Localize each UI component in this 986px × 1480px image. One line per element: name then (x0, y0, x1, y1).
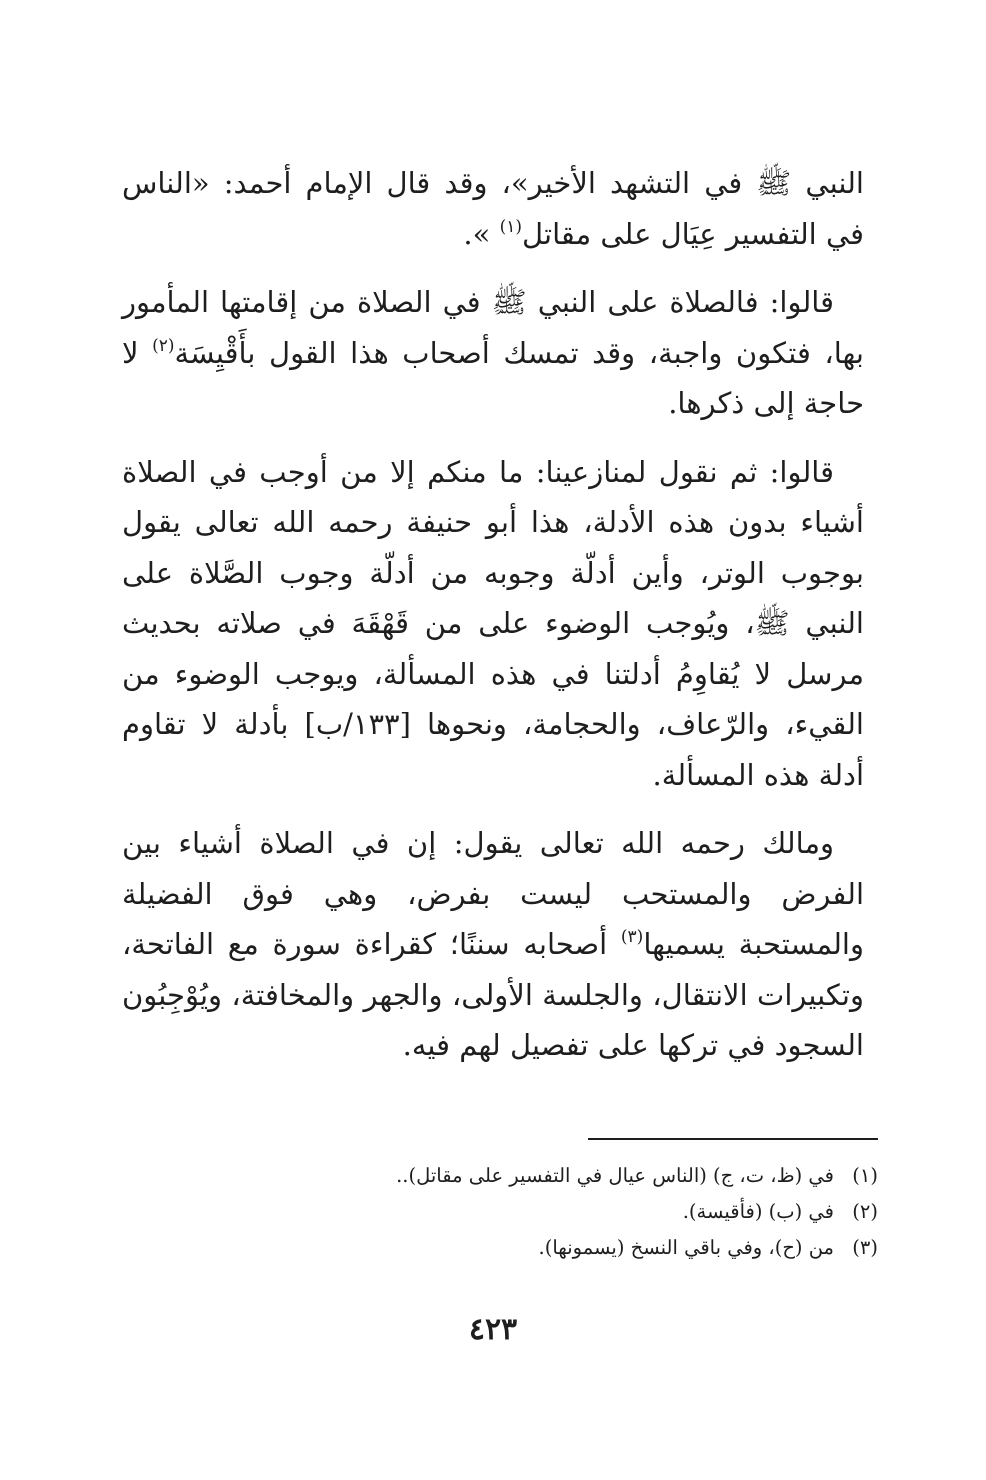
paragraph-text: ومالك رحمه الله تعالى يقول: إن في الصلاة أشياء بين الفرض والمستحب ليست بفرض، وهي فوق الفضيلة والمستحبة يسميها (122, 826, 864, 961)
footnote-number: (١) (852, 1164, 878, 1187)
page-number: ٤٢٣ (468, 1312, 518, 1347)
paragraph-3 (122, 447, 864, 801)
footnote-number: (٢) (852, 1200, 878, 1223)
footnote-3 (150, 1230, 878, 1266)
paragraph-text: لا حاجة إلى ذكرها. (122, 335, 864, 420)
paragraph-text: قالوا: فالصلاة على النبي ﷺ في الصلاة من إقامتها المأمور بها، فتكون واجبة، وقد تمسك أصحاب هذا القول بأَقْيِسَة (122, 285, 864, 370)
paragraph-4 (122, 818, 864, 1071)
paragraph-1 (122, 158, 864, 259)
footnote-reference: (٣) (620, 927, 644, 947)
footnote-reference: (٢) (152, 335, 175, 356)
main-text (122, 158, 864, 1089)
footnote-2 (150, 1194, 878, 1230)
paragraph-text: قالوا: ثم نقول لمنازعينا: ما منكم إلا من أوجب في الصلاة أشياء بدون هذه الأدلة، هذا أبو حنيفة رحمه الله تعالى يقول بوجوب الوتر، وأين أدلّة وجوبه من أدلّة وجوب الصَّلاة على النبي ﷺ، ويُوجب الوضوء على من قَهْقَهَ في صلاته بحديث مرسل لا يُقاوِمُ أدلتنا في هذه المسألة، ويوجب الوضوء من القيء، والرّعاف، والحجامة، ونحوها [١٣٣/ب] بأدلة لا تقاوم أدلة هذه المسألة. (122, 454, 864, 792)
paragraph-2 (122, 277, 864, 429)
paragraph-text: النبي ﷺ في التشهد الأخير»، وقد قال الإمام أحمد: «الناس في التفسير عِيَال على مقاتل (122, 166, 864, 251)
paragraph-text: ». (463, 216, 500, 251)
footnote-reference: (١) (499, 216, 523, 237)
paragraph-text: أصحابه سننًا؛ كقراءة سورة مع الفاتحة، وتكبيرات الانتقال، والجلسة الأولى، والجهر والمخافتة، ويُوْجِبُون السجود في تركها على تفصيل لهم فيه. (122, 927, 864, 1062)
footnote-text: في (ب) (فأقيسة). (682, 1200, 834, 1223)
footnote-separator (588, 1138, 878, 1140)
footnote-text: من (ح)، وفي باقي النسخ (يسمونها). (538, 1236, 834, 1259)
footnote-text: في (ظ، ت، ج) (الناس عيال في التفسير على مقاتل).. (396, 1164, 834, 1187)
footnote-1 (150, 1158, 878, 1194)
footnote-number: (٣) (852, 1236, 878, 1259)
